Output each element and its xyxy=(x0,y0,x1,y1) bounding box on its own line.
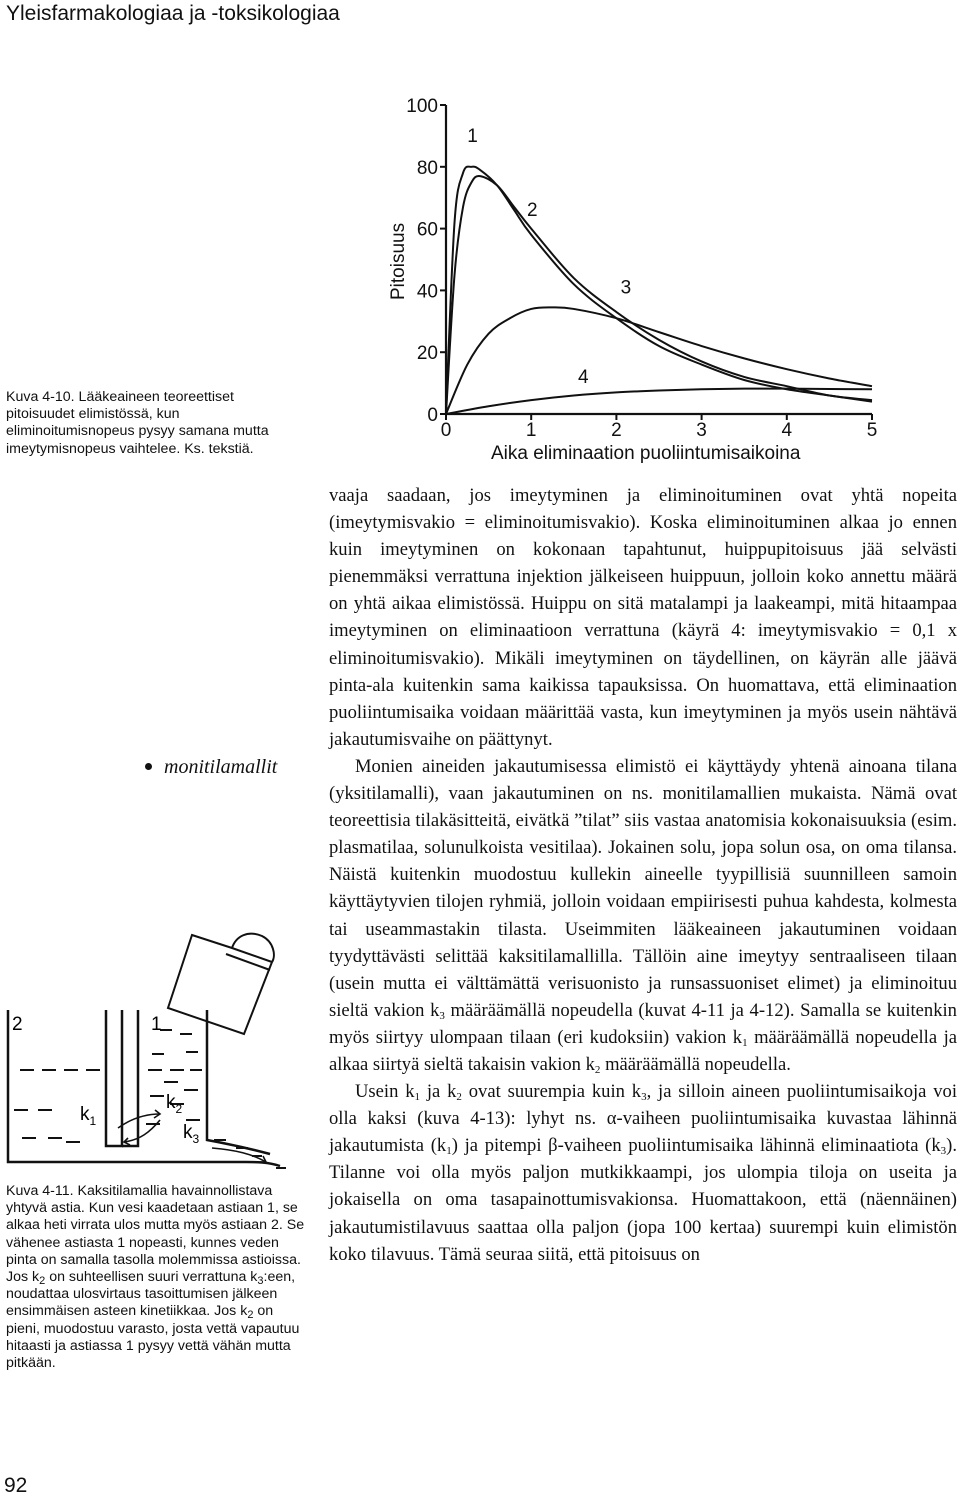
vessel-divider xyxy=(106,1010,122,1146)
x-tick-label: 3 xyxy=(696,420,707,441)
margin-term-text: monitilamallit xyxy=(164,756,278,778)
jug-body xyxy=(168,935,272,1034)
x-tick-label: 4 xyxy=(781,420,793,441)
x-axis-label: Aika eliminaation puoliintumisaikoina xyxy=(491,443,801,464)
y-tick-label: 100 xyxy=(406,96,438,117)
y-tick-label: 20 xyxy=(416,343,438,365)
x-tick-label: 2 xyxy=(611,420,622,441)
jug-pouring xyxy=(168,934,274,1034)
k3-label: $k_3$ xyxy=(183,1122,200,1146)
running-header: Yleisfarmakologiaa ja -toksikologiaa xyxy=(6,2,340,25)
y-tick-label: 40 xyxy=(416,281,438,303)
paragraph-3: Usein $k_1$ ja $k_2$ ovat suurempia kuin $k_3$, ja silloin aineen puoliintumisaikoja voi olla kaksi (kuva 4-13): lyhyt ns. α-vaiheen puoliintumisaika kuvastaa lähinnä jakautumista $(k_1)$ ja pitempi β-vaiheen puoliintumisaika lähinnä eliminaatiota $(k_3)$. Tilanne voi olla myös paljon mutkikkaampi, jos ulompia tiloja on useita ja jokaisella on oma tasapainottumisvakionsa. Huomattakoon, että (näennäinen) jakautumistilavuus saattaa olla paljon (jopa 100 kertaa) suurempi kuin elimistön koko tilavuus. Tämä seuraa siitä, että pitoisuus on xyxy=(329,1081,958,1265)
x-tick-label: 1 xyxy=(525,420,537,441)
margin-term xyxy=(145,756,277,779)
curve-label-3: 3 xyxy=(620,277,632,299)
y-axis-label: Pitoisuus xyxy=(388,222,409,300)
y-tick-label: 60 xyxy=(416,219,438,241)
paragraph-2: Monien aineiden jakautumisessa elimistö ei käyttäydy yhtenä ainoana tilana (yksitilamalli), vaan jakautuminen on ns. monitilamallien mukaista. Nämä ovat teoreettisia tilakäsitteitä, eivätkä ”tilat” siis vastaa anatomisia kokonaisuuksia (esim. plasmatilaa, solunulkoista vesitilaa). Jokainen solu, jopa solun osa, on oma tilansa. Näistä kuitenkin muodostuu kullekin aineelle tyypillisiä suunnilleen samoin käyttäytyvien tilojen ryhmiä, jolloin voidaan empiirisesti puhua kahdesta, kolmesta tai useammastakin tilasta. Useimmiten lääkeaineen jakautuminen voidaan tyydyttävästi selittää kaksitilamallilla. Tällöin aine imeytyy sentraaliseen tilaan (usein mutta ei välttämättä verisuonisto ja runsassuoniset elimet) ja eliminoituu sieltä vakion $k_3$ määräämällä nopeudella (kuvat 4-11 ja 4-12). Samalla se kuitenkin myös siirtyy ulompaan tilaan (eri kudoksiin) vakion $k_1$ määräämällä nopeudella ja alkaa siirtyä sieltä takaisin vakion $k_2$ määräämällä nopeudella. xyxy=(329,755,957,1076)
figure-4-11-caption: Kuva 4-11. Kaksitilamallia havainnollistava yhtyvä astia. Kun vesi kaadetaan astiaan 1, se alkaa heti virrata ulos mutta myös astiaan 2. Se vähenee astiasta 1 nopeasti, kunnes veden pinta on samalla tasolla molemmissa astioissa. Jos $k_2$ on suhteellisen suuri verrattuna $k_3:een$, noudattaa ulosvirtaus tasoittumisen jälkeen ensimmäisen asteen kinetiikkaa. Jos $k_2$ on pieni, muodostuu varasto, josta vettä vapautuu hitaasti ja astiassa 1 pysyy vettä vähän mutta pitkään. xyxy=(6,1183,305,1372)
y-tick-label: 0 xyxy=(427,405,438,426)
page-number: 92 xyxy=(4,1474,28,1497)
x-tick-label: 5 xyxy=(866,420,878,441)
paragraph-1: vaaja saadaan, jos imeytyminen ja eliminoituminen ovat yhtä nopeita (imeytymisvakio = eliminoitumisvakio). Koska eliminoituminen alkaa jo ennen kuin imeytyminen on kokonaan tapahtunut, huippupitoisuus jää selvästi pienemmäksi verrattuna injektion jälkeiseen huippuun, jolloin koko annettu määrä on yhtä aikaa elimistössä. Huippu on sitä matalampi ja laakeampi, mitä hitaampaa imeytyminen on eliminaatioon verrattuna (käyrä 4: imeytymisvakio = 0,1 x eliminoitumisvakio). Mikäli imeytyminen on täydellinen, on käyrän alle jäävä pinta-ala kuitenkin sama kaikissa tapauksissa. On huomattava, että eliminaation puoliintumisaika voidaan määrittää vasta, kun imeytyminen ja myös usein nähtävä jakautumisvaihe on päättynyt. xyxy=(329,485,957,750)
curve-label-4: 4 xyxy=(578,367,589,389)
k1-label: $k_1$ xyxy=(80,1104,97,1128)
figure-4-10-caption: Kuva 4-10. Lääkeaineen teoreettiset pitoisuudet elimistössä, kun eliminoitumisnopeus pysyy samana mutta imeytymisnopeus vaihtelee. Ks. tekstiä. xyxy=(6,389,269,457)
jug-rim xyxy=(226,954,270,970)
y-tick-label: 80 xyxy=(416,157,438,179)
curve-label-2: 2 xyxy=(526,200,538,222)
k2-label: $k_2$ xyxy=(166,1092,183,1116)
body-text xyxy=(329,482,957,1268)
x-tick-label: 0 xyxy=(440,420,452,441)
vessel-label-1: 1 xyxy=(151,1014,162,1035)
bullet-icon xyxy=(145,763,152,770)
curve-label-1: 1 xyxy=(467,126,478,148)
vessel-label-2: 2 xyxy=(12,1014,23,1035)
vessel-inner xyxy=(122,1010,138,1146)
